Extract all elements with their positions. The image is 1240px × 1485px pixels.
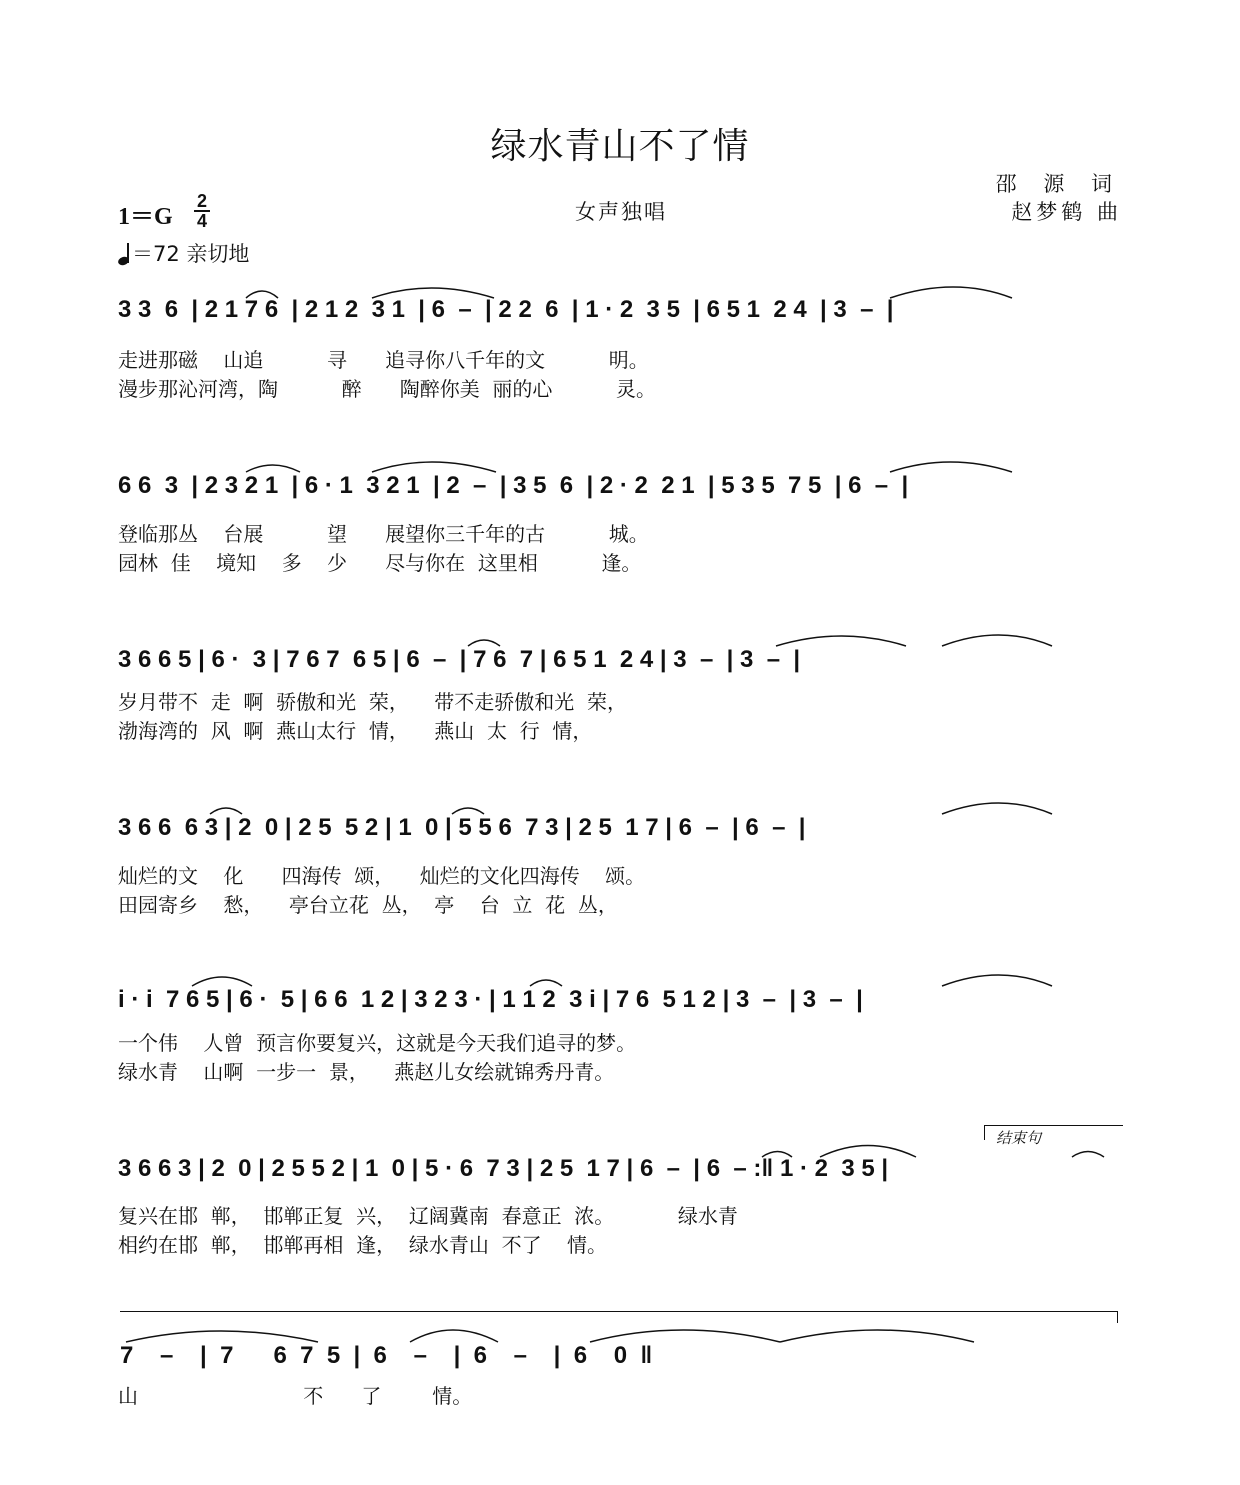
lyrics-verse1-line-5: 一个伟 人曾 预言你要复兴，这就是今天我们追寻的梦。 (118, 1031, 637, 1055)
time-signature-bottom: 4 (196, 211, 207, 231)
lyrics-verse1-line-6: 复兴在邯 郸， 邯郸正复 兴， 辽阔冀南 春意正 浓。 绿水青 (118, 1204, 738, 1228)
slur-5c (942, 975, 1052, 986)
slur-4a (210, 808, 242, 814)
slur-5a (192, 977, 252, 986)
lyrics-verse1-line-4: 灿烂的文 化 四海传 颂， 灿烂的文化四海传 颂。 (118, 864, 646, 888)
notation-line-3: 3 6 6 5 | 6 · 3 | 7 6 7 6 5 | 6 – | 7 6 7 | 6 5 1 2 4 | 3 – | 3 – | (118, 646, 801, 673)
composer-credit: 赵梦鹤 曲 (1011, 200, 1122, 224)
lyrics-verse1-line-1: 走进那磁 山追 寻 追寻你八千年的文 明。 (118, 348, 649, 372)
slur-1a (246, 291, 278, 298)
lyrics-verse2-line-1: 漫步那沁河湾，陶 醉 陶醉你美 丽的心 灵。 (118, 377, 657, 401)
slur-7b (410, 1330, 498, 1342)
lyricist-credit: 邵 源 词 (995, 172, 1122, 196)
slur-6a (762, 1152, 792, 1158)
lyrics-verse2-line-6: 相约在邯 郸， 邯郸再相 逢， 绿水青山 不了 情。 (118, 1233, 608, 1257)
time-signature-top: 2 (196, 191, 207, 211)
slur-4b (452, 808, 484, 814)
slur-7a (126, 1331, 318, 1342)
lyrics-verse2-line-2: 园林 佳 境知 多 少 尽与你在 这里相 逢。 (118, 551, 642, 575)
notation-line-2: 6 6 3 | 2 3 2 1 | 6 · 1 3 2 1 | 2 – | 3 5 6 | 2 · 2 2 1 | 5 3 5 7 5 | 6 – | (118, 472, 909, 499)
lyrics-verse1-line-3: 岁月带不 走 啊 骄傲和光 荣， 带不走骄傲和光 荣， (118, 690, 628, 714)
slur-5b (530, 980, 562, 986)
ending-label: 结束句 (996, 1129, 1042, 1147)
slur-2b (372, 462, 496, 472)
slur-3a (468, 640, 500, 646)
song-title: 绿水青山不了情 (490, 126, 750, 167)
notation-line-6: 3 6 6 3 | 2 0 | 2 5 5 2 | 1 0 | 5 · 6 7 3 | 2 5 1 7 | 6 – | 6 – :‖ 1 · 2 3 5 | (118, 1155, 889, 1182)
performance-note: 女声独唱 (575, 200, 667, 224)
slur-1b (372, 288, 494, 298)
slur-7c (590, 1330, 780, 1342)
notation-line-5: i · i 7 6 5 | 6 · 5 | 6 6 1 2 | 3 2 3 · | 1 1 2 3 i | 7 6 5 1 2 | 3 – | 3 – | (118, 986, 863, 1013)
slur-6c (1072, 1152, 1104, 1158)
notation-line-1: 3 3 6 | 2 1 7 6 | 2 1 2 3 1 | 6 – | 2 2 6 | 1 · 2 3 5 | 6 5 1 2 4 | 3 – | (118, 296, 894, 323)
tempo-text: ＝72 亲切地 (132, 242, 250, 266)
slur-6b (820, 1146, 916, 1158)
slur-3b (776, 636, 906, 646)
notation-line-7: 7 – | 7 6 7 5 | 6 – | 6 – | 6 0 ‖ (120, 1342, 653, 1369)
slur-2c (890, 462, 1012, 472)
slur-2a (246, 465, 300, 472)
lyrics-verse1-line-7: 山 不 了 情。 (118, 1384, 473, 1408)
slur-4c (942, 803, 1052, 814)
lyrics-verse2-line-5: 绿水青 山啊 一步一 景， 燕赵儿女绘就锦秀丹青。 (118, 1060, 615, 1084)
key-signature: 1＝G (118, 204, 173, 230)
slur-3c (942, 635, 1052, 646)
slur-7d (780, 1330, 974, 1342)
lyrics-verse1-line-2: 登临那丛 台展 望 展望你三千年的古 城。 (118, 522, 649, 546)
lyrics-verse2-line-3: 渤海湾的 风 啊 燕山太行 情， 燕山 太 行 情， (118, 719, 593, 743)
slur-1c (890, 287, 1012, 298)
notation-line-4: 3 6 6 6 3 | 2 0 | 2 5 5 2 | 1 0 | 5 5 6 7 3 | 2 5 1 7 | 6 – | 6 – | (118, 814, 806, 841)
lyrics-verse2-line-4: 田园寄乡 愁， 亭台立花 丛， 亭 台 立 花 丛， (118, 893, 618, 917)
